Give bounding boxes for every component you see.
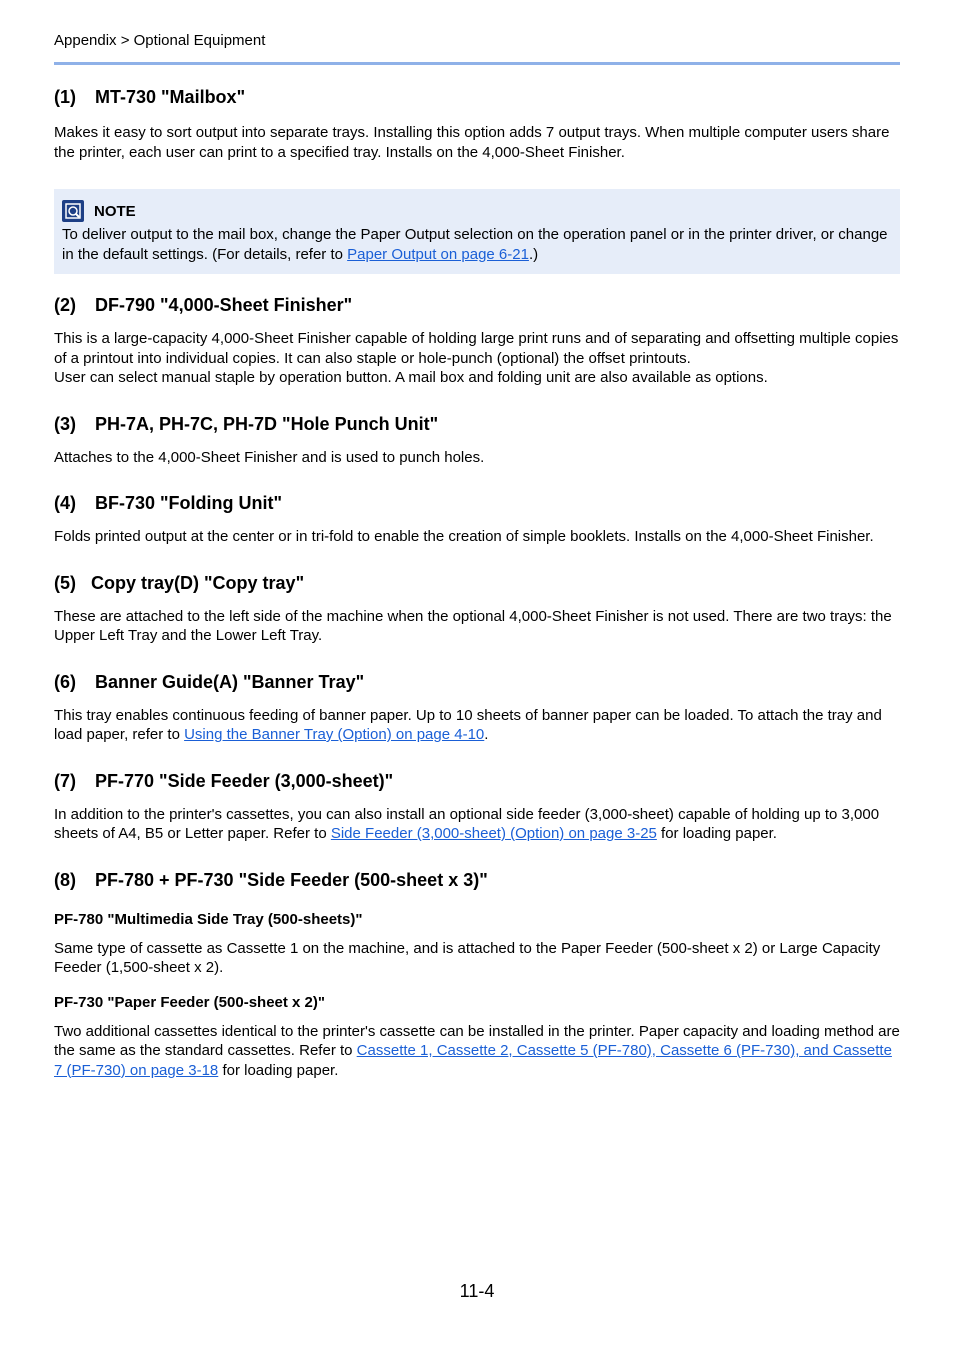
page-number: 11-4 [459,1281,495,1301]
section-number: (4) [54,493,76,513]
note-title: NOTE [94,202,136,220]
section-number: (8) [54,869,76,890]
note-text [62,225,892,264]
note-text-before: To deliver output to the mail box, change the Paper Output selection on the operation panel or in the printer driver, or change in the default settings. (For details, refer to [62,226,888,263]
section-title: PF-780 + PF-730 "Side Feeder (500-sheet x 3)" [95,869,488,890]
section-number: (1) [54,87,76,107]
banner-tray-link[interactable]: Using the Banner Tray (Option) on page 4-10 [184,726,485,743]
section-title: DF-790 "4,000-Sheet Finisher" [95,295,353,315]
cassette-link[interactable]: Cassette 1, Cassette 2, Cassette 5 (PF-780), Cassette 6 (PF-730), and Cassette 7 (PF-730) on page 3-18 [54,1042,892,1079]
section-5-body: These are attached to the left side of the machine when the optional 4,000-Sheet Finisher is not used. There are two trays: the Upper Left Tray and the Lower Left Tray. [54,607,892,644]
subsection-pf730-text-before: Two additional cassettes identical to the printer's cassette can be installed in the printer. Paper capacity and loading method are the same as the standard cassettes. Refer to [54,1022,900,1059]
section-title: MT-730 "Mailbox" [95,87,246,107]
subsection-pf730-text-after: for loading paper. [218,1061,339,1079]
section-7-text-before: In addition to the printer's cassettes, you can also install an optional side feeder (3,000-sheet) capable of holding up to 3,000 sheets of A4, B5 or Letter paper. Refer to [54,805,880,842]
section-3-body: Attaches to the 4,000-Sheet Finisher and is used to punch holes. [54,448,485,466]
section-6-body [54,706,900,745]
section-title: PH-7A, PH-7C, PH-7D "Hole Punch Unit" [95,413,439,434]
section-7-text-after: for loading paper. [656,825,777,842]
header-rule [54,62,900,65]
section-6-text-after: . [484,726,489,743]
section-7-body [54,805,900,844]
section-6-text-before: This tray enables continuous feeding of banner paper. Up to 10 sheets of banner paper can be loaded. To attach the tray and load paper, refer to [54,706,882,743]
section-2-body-2: User can select manual staple by operation button. A mail box and folding unit are also available as options. [54,369,768,386]
section-number: (3) [54,413,76,434]
section-title: BF-730 "Folding Unit" [95,493,283,513]
section-2-heading [54,294,900,316]
section-7-heading [54,770,900,792]
side-feeder-link[interactable]: Side Feeder (3,000-sheet) (Option) on page 3-25 [330,825,657,842]
note-icon [62,200,84,222]
subsection-pf730-body [54,1022,900,1081]
section-5-heading [54,572,900,594]
section-4-body: Folds printed output at the center or in tri-fold to enable the creation of simple booklets. Installs on the 4,000-Sheet Finisher. [54,528,874,545]
section-number: (2) [54,295,76,315]
section-title: Copy tray(D) "Copy tray" [91,572,305,593]
breadcrumb: Appendix > Optional Equipment [54,32,266,49]
section-number: (7) [54,770,76,791]
section-title: Banner Guide(A) "Banner Tray" [95,671,365,692]
section-title: PF-770 "Side Feeder (3,000-sheet)" [95,770,394,791]
section-1-body: Makes it easy to sort output into separate trays. Installing this option adds 7 output trays. When multiple computer users share the printer, each user can print to a specified tray. Installs on the 4,000-Sheet Finisher. [54,124,890,161]
subsection-pf730-title: PF-730 "Paper Feeder (500-sheet x 2)" [54,993,326,1011]
main-content [54,86,900,1080]
section-8-heading [54,869,900,891]
subsection-pf780-title: PF-780 "Multimedia Side Tray (500-sheets)" [54,910,363,928]
section-1-heading [54,86,900,108]
section-4-heading [54,492,900,514]
note-header [62,199,892,223]
note-box [54,189,900,274]
paper-output-link[interactable]: Paper Output on page 6-21 [347,245,529,263]
section-3-heading [54,413,900,435]
section-6-heading [54,671,900,693]
section-number: (5) [54,572,76,593]
subsection-pf780-body: Same type of cassette as Cassette 1 on the machine, and is attached to the Paper Feeder (500-sheet x 2) or Large Capacity Feeder (1,500-sheet x 2). [54,939,881,976]
note-text-after: .) [528,245,539,263]
section-number: (6) [54,671,76,692]
section-2-body: This is a large-capacity 4,000-Sheet Finisher capable of holding large print runs and of separating and offsetting multiple copies of a printout into individual copies. It can also staple or hole-punch (optional) the offset printouts. [54,330,899,367]
